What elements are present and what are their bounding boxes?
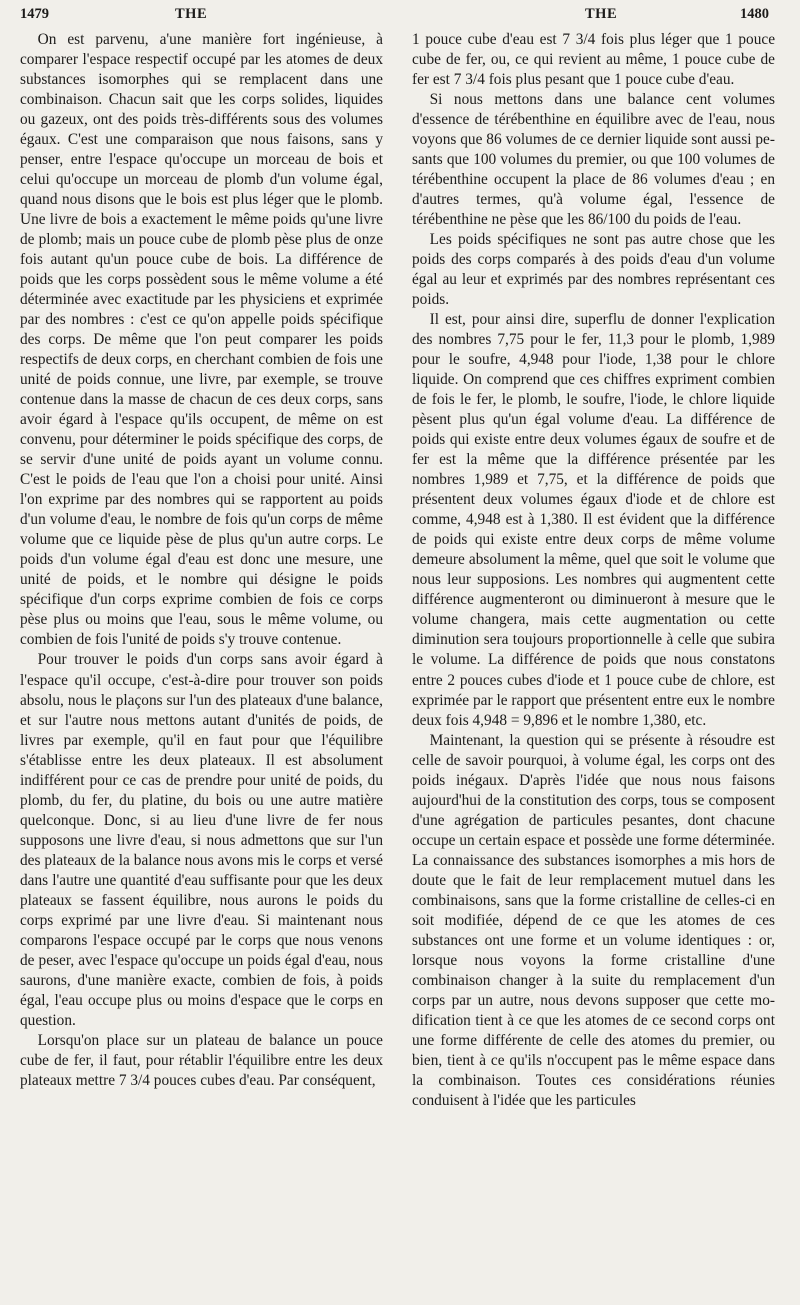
page-number-right: 1480 bbox=[740, 6, 769, 22]
paragraph: Lorsqu'on place sur un plateau de balance un pouce cube de fer, il faut, pour rétablir l'équilibre entre les deux plateaux mettre 7 3/4 pouces cubes d'eau. Par conséquent, bbox=[20, 1031, 383, 1089]
paragraph: Maintenant, la question qui se présente à résoudre est celle de savoir pourquoi, à volume égal, les corps ont des poids inégaux. D'après l'idée que nous nous faisons aujourd'hui de la constitution des corps, tous se composent d'une agrégation de particules pesantes, dont chacune occupe un certain espace et possède une forme déterminée. La connaissance des substances isomorphes a mis hors de doute que le fait de leur remplacement mutuel dans les combinaisons, sans que la forme cristalline de celles-ci en soit modifiée, dépend de ce que les atomes de ces substances ont une forme et un volume identiques : or, lorsque nous voyons la forme cristalline d'une combinaison changer à la suite du remplacement d'un corps par un autre, nous devons supposer que cette modification tient à ce que les atomes de ce second corps ont une forme différente de celle des atomes du premier, ou bien, tient à ce qu'ils n'occupent pas le même espace dans la combinaison. Toutes ces considérations réunies conduisent à l'idée que les particules bbox=[412, 731, 775, 1109]
paragraph: Si nous mettons dans une balance cent volumes d'essence de térébenthine en équilibre avec de l'eau, nous voyons que 86 volumes de ce dernier liquide sont aussi pesants que 100 volumes du premier, ou que 100 volumes de térébenthine occupent la place de 86 volumes d'eau ; en d'autres termes, qu'à volume égal, l'essence de térébenthine ne pèse que les 86/100 du poids de l'eau. bbox=[412, 91, 775, 229]
page-header bbox=[0, 6, 800, 28]
paragraph: Les poids spécifiques ne sont pas autre chose que les poids des corps comparés à des poids d'eau d'un volume égal au leur et exprimés par des nombres représentant ces poids. bbox=[412, 231, 775, 309]
paragraph: Pour trouver le poids d'un corps sans avoir égard à l'espace qu'il occupe, c'est-à-dire pour trouver son poids absolu, nous le plaçons sur l'un des plateaux d'une balance, et sur l'autre nous mettons autant d'unités de poids, de livres par exemple, qu'il en faut pour que l'équilibre s'établisse entre les deux plateaux. Il est absolument indifférent pour ce cas de prendre pour unité de poids, du plomb, du fer, du platine, du bois ou une autre matière quelconque. Donc, si au lieu d'une livre de fer nous supposons une livre d'eau, si nous admettons que sur l'un des plateaux de la balance nous avons mis le corps et versé dans l'autre une quantité d'eau suffisante pour que les deux plateaux se fassent équilibre, nous aurons le poids du corps exprimé par une livre d'eau. Si maintenant nous comparons l'espace occupé par le corps que nous venons de peser, avec l'espace qu'occupe un poids égal d'eau, nous saurons, d'une manière exacte, combien de fois, à poids égal, l'eau occupe plus ou moins d'espace que le corps en question. bbox=[20, 651, 383, 1029]
paragraph: Il est, pour ainsi dire, superflu de donner l'explication des nombres 7,75 pour le fer, 11,3 pour le plomb, 1,989 pour le soufre, 4,948 pour l'iode, 1,38 pour le chlore liquide. On comprend que ces chiffres expriment combien de fois le fer, le plomb, le soufre, l'iode, le chlore liquide pèsent plus qu'un égal volume d'eau. La différence de poids qui existe entre deux volumes égaux de soufre et de fer est la même que la différence présentée par les nombres 1,989 et 7,75, et la différence de poids que présentent deux volumes égaux d'iode et de chlore est comme, 4,948 est à 1,380. Il est évident que la différence de poids qui existe entre deux corps de même volume demeure absolument la même, quel que soit le volume que nous leur supposions. Les nombres qui augmentent cette différence augmenteront ou diminueront à mesure que le volume changera, mais cette augmentation ou cette diminution sera toujours proportionnelle à celle que subira le volume. La différence de poids que nous constatons entre 2 pouces cubes d'iode et 1 pouce cube de chlore, est exprimée par le rapport que présentent entre eux le nombre deux fois 4,948 = 9,896 et le nombre 1,380, etc. bbox=[412, 311, 775, 729]
paragraph: On est parvenu, a'une manière fort ingénieuse, à comparer l'espace respectif occupé par les atomes de deux substances isomorphes qui se remplacent dans une combinaison. Chacun sait que les corps solides, liquides ou gazeux, ont des poids très-différents sous des volumes égaux. C'est une comparaison que nous faisons, sans y penser, entre l'espace qu'occupe un morceau de bois et celui qu'occupe un morceau de plomb d'un volume égal, quand nous disons que le bois est plus léger que le plomb. Une livre de bois a exactement le même poids qu'une livre de plomb; mais un pouce cube de plomb pèse plus de onze fois autant qu'un pouce cube de bois. La différence de poids que les corps possèdent sous le même volume a été déterminée avec exactitude par les physiciens et exprimée par des nombres : c'est ce qu'on appelle poids spécifique des corps. De même que l'on peut comparer les poids respectifs de deux corps, en cherchant combien de fois une unité de poids connue, une livre, par exemple, se trouve contenue dans la masse de chacun de ces deux corps, sans avoir égard à l'espace qu'ils occupent, de même on est convenu, pour déterminer le poids spécifique des corps, de se servir d'une unité de poids ayant un volume connu. C'est le poids de l'eau que l'on a choisi pour unité. Ainsi l'on exprime par des nombres qui se rapportent au poids d'un volume d'eau, le nombre de fois qu'un corps de même volume que ce liquide pèse de plus qu'un autre corps. Le poids d'un volume égal d'eau est donc une mesure, une unité de poids, et le nombre qui désigne le poids spécifique d'un corps exprime combien de fois ce corps pèse plus ou moins que l'eau, sous le même volume, ou combien de fois l'unité de poids s'y trouve contenue. bbox=[20, 31, 383, 649]
paragraph: 1 pouce cube d'eau est 7 3/4 fois plus léger que 1 pouce cube de fer, ou, ce qui revient au même, 1 pouce cube de fer est 7 3/4 fois plus pesant que 1 pouce cube d'eau. bbox=[412, 31, 775, 89]
running-head-left: THE bbox=[175, 6, 208, 22]
running-head-right: THE bbox=[585, 6, 618, 22]
left-column bbox=[20, 30, 383, 1302]
page-number-left: 1479 bbox=[20, 6, 49, 22]
right-column bbox=[412, 30, 775, 1302]
